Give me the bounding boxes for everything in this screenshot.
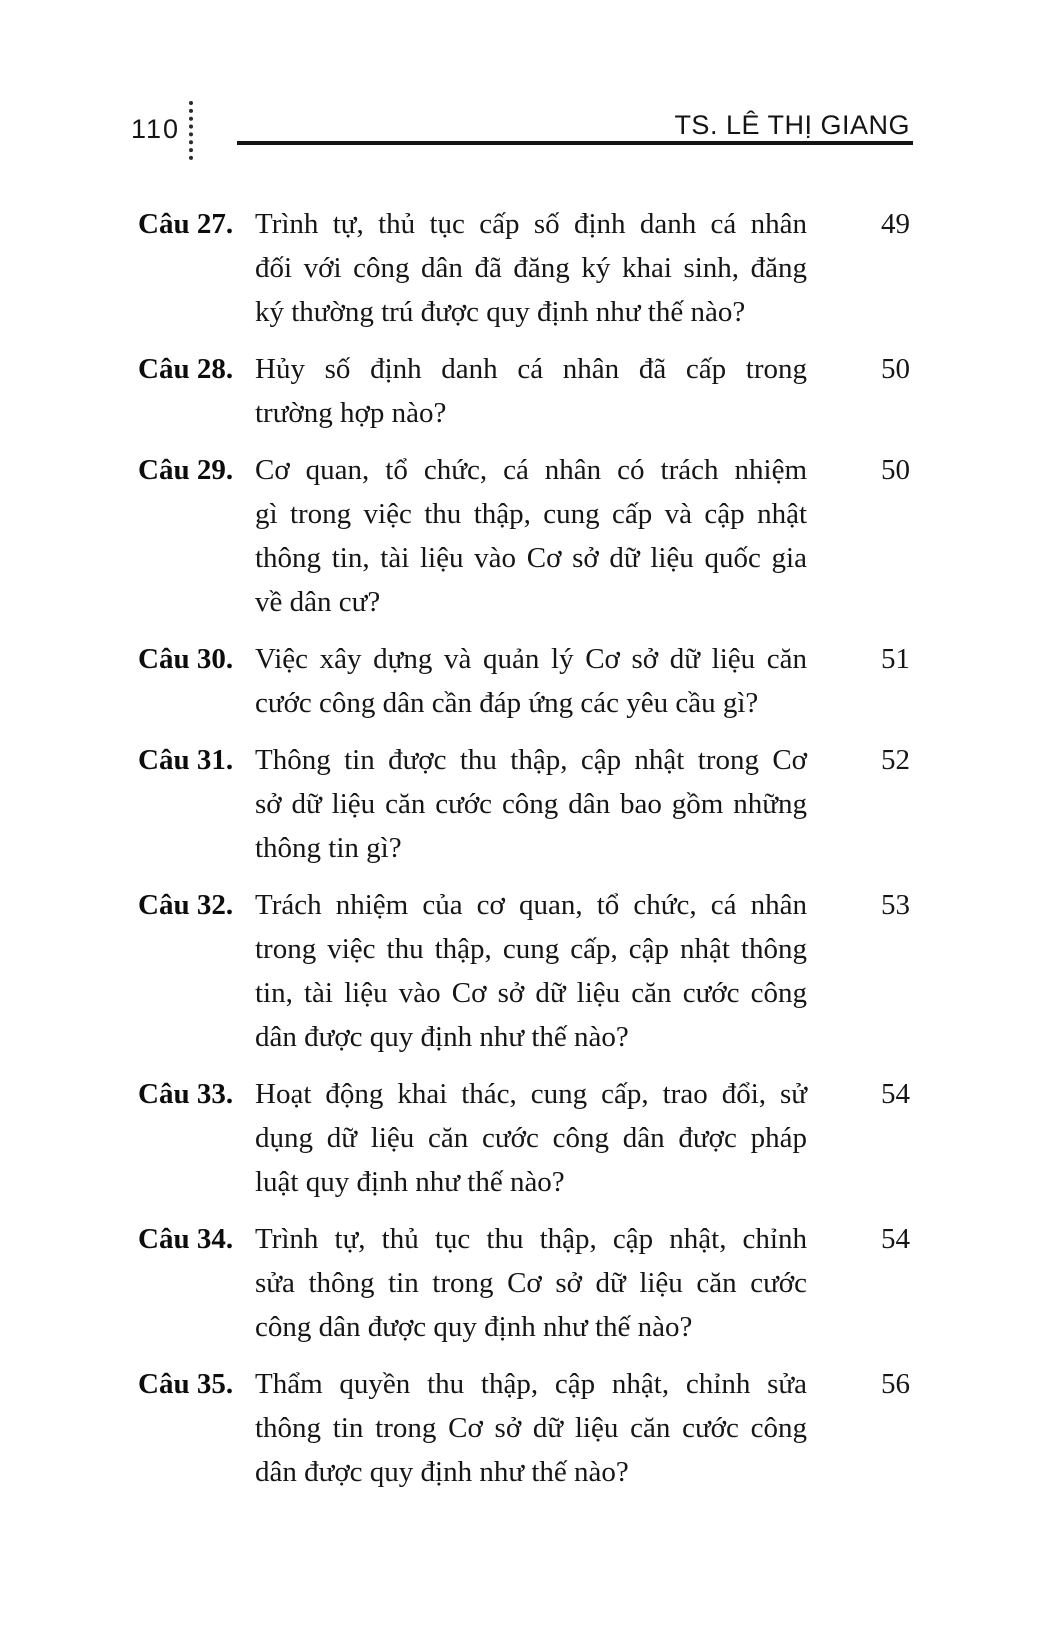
- question-page-number: 53: [881, 889, 910, 921]
- question-text-line: dụng dữ liệu căn cước công dân được pháp: [255, 1122, 807, 1154]
- header-rule: [237, 141, 913, 145]
- question-number-label: Câu 32.: [138, 889, 234, 921]
- question-page-number: 50: [881, 353, 910, 385]
- question-page-number: 52: [881, 744, 910, 776]
- question-entry: [138, 1217, 910, 1349]
- question-page-number: 49: [881, 208, 910, 240]
- question-page-number: 56: [881, 1368, 910, 1400]
- question-number-label: Câu 31.: [138, 744, 234, 776]
- question-page-number: 51: [881, 643, 910, 675]
- question-text-line: cước công dân cần đáp ứng các yêu cầu gì?: [255, 687, 759, 719]
- question-text-line: công dân được quy định như thế nào?: [255, 1311, 693, 1343]
- question-page-number: 50: [881, 454, 910, 486]
- question-text-line: luật quy định như thế nào?: [255, 1166, 565, 1198]
- question-text-line: Hoạt động khai thác, cung cấp, trao đổi, sử: [255, 1078, 807, 1110]
- question-page-number: 54: [881, 1078, 910, 1110]
- question-text-line: dân được quy định như thế nào?: [255, 1456, 629, 1488]
- question-text-line: Việc xây dựng và quản lý Cơ sở dữ liệu căn: [255, 643, 807, 675]
- question-text-line: thông tin trong Cơ sở dữ liệu căn cước công: [255, 1412, 807, 1444]
- question-text-line: Trình tự, thủ tục thu thập, cập nhật, chỉnh: [255, 1223, 807, 1255]
- question-text: [255, 347, 807, 435]
- question-text: [255, 202, 807, 334]
- question-number-label: Câu 29.: [138, 454, 234, 486]
- question-text-line: Cơ quan, tổ chức, cá nhân có trách nhiệm: [255, 454, 807, 486]
- question-text-line: trường hợp nào?: [255, 397, 447, 429]
- question-entry: [138, 1072, 910, 1204]
- question-number-label: Câu 27.: [138, 208, 234, 240]
- question-text-line: dân được quy định như thế nào?: [255, 1021, 629, 1053]
- question-text-line: gì trong việc thu thập, cung cấp và cập nhật: [255, 498, 807, 530]
- question-text-line: ký thường trú được quy định như thế nào?: [255, 296, 746, 328]
- question-text-line: thông tin gì?: [255, 832, 402, 864]
- question-text: [255, 1217, 807, 1349]
- question-number-label: Câu 28.: [138, 353, 234, 385]
- question-text-line: Trình tự, thủ tục cấp số định danh cá nhân: [255, 208, 807, 240]
- question-list: [138, 202, 910, 1507]
- question-text: [255, 883, 807, 1059]
- question-text-line: Thẩm quyền thu thập, cập nhật, chỉnh sửa: [255, 1368, 807, 1400]
- question-number-label: Câu 35.: [138, 1368, 234, 1400]
- running-head-author: TS. LÊ THỊ GIANG: [674, 110, 910, 140]
- question-text-line: sở dữ liệu căn cước công dân bao gồm những: [255, 788, 807, 820]
- question-entry: [138, 347, 910, 435]
- question-text-line: thông tin, tài liệu vào Cơ sở dữ liệu quốc gia: [255, 542, 807, 574]
- question-text-line: đối với công dân đã đăng ký khai sinh, đăng: [255, 252, 807, 284]
- question-entry: [138, 1362, 910, 1494]
- question-entry: [138, 202, 910, 334]
- question-number-label: Câu 30.: [138, 643, 234, 675]
- question-text-line: Hủy số định danh cá nhân đã cấp trong: [255, 353, 807, 385]
- header-dotted-divider-icon: [189, 101, 193, 160]
- question-text: [255, 1362, 807, 1494]
- folio-page-number: 110: [131, 114, 181, 144]
- question-text-line: Thông tin được thu thập, cập nhật trong Cơ: [255, 744, 807, 776]
- question-text: [255, 738, 807, 870]
- question-text-line: sửa thông tin trong Cơ sở dữ liệu căn cước: [255, 1267, 807, 1299]
- question-number-label: Câu 33.: [138, 1078, 234, 1110]
- question-text-line: Trách nhiệm của cơ quan, tổ chức, cá nhân: [255, 889, 807, 921]
- question-text: [255, 448, 807, 624]
- question-entry: [138, 883, 910, 1059]
- question-number-label: Câu 34.: [138, 1223, 234, 1255]
- question-text-line: về dân cư?: [255, 586, 381, 618]
- question-text: [255, 637, 807, 725]
- question-entry: [138, 637, 910, 725]
- question-page-number: 54: [881, 1223, 910, 1255]
- question-text-line: trong việc thu thập, cung cấp, cập nhật thông: [255, 933, 807, 965]
- question-entry: [138, 738, 910, 870]
- question-text-line: tin, tài liệu vào Cơ sở dữ liệu căn cước công: [255, 977, 807, 1009]
- question-entry: [138, 448, 910, 624]
- question-text: [255, 1072, 807, 1204]
